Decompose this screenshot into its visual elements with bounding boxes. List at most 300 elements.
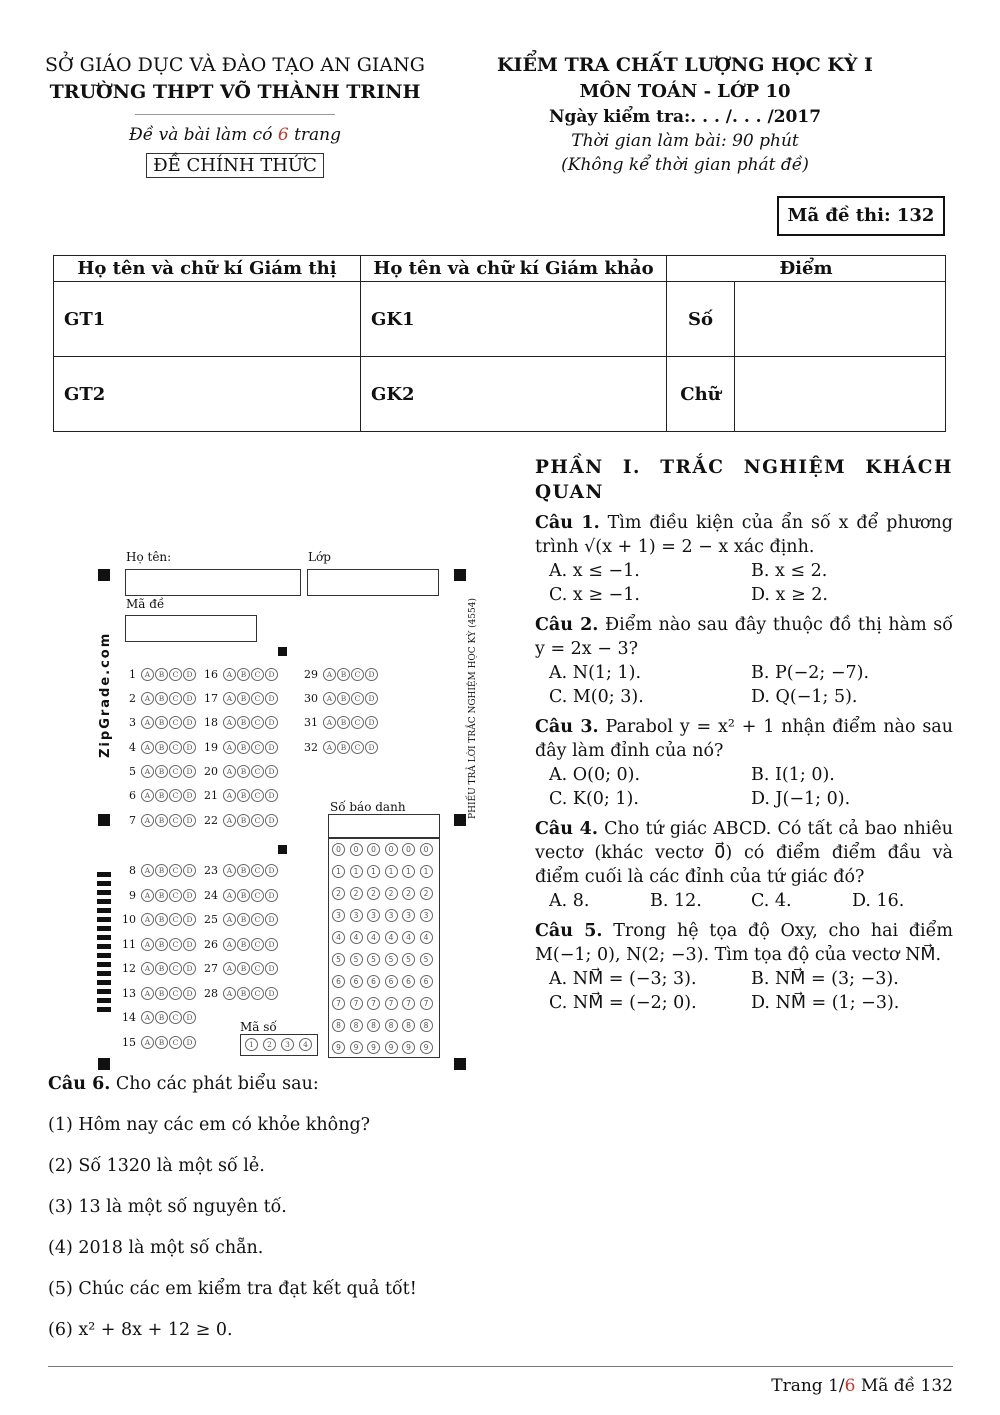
- answer-bubble[interactable]: D: [265, 864, 278, 877]
- answer-row: [118, 962, 196, 975]
- answer-bubble[interactable]: A: [223, 987, 236, 1000]
- sbd-column: [367, 843, 380, 1060]
- option-b[interactable]: B. NM⃗ = (3; −3).: [751, 969, 899, 989]
- maso-bubble[interactable]: 4: [299, 1038, 312, 1051]
- answer-bubble[interactable]: C: [351, 692, 364, 705]
- answer-row: [118, 741, 196, 754]
- answer-row: [300, 668, 378, 681]
- answer-bubble[interactable]: A: [323, 741, 336, 754]
- answer-row: [118, 765, 196, 778]
- sbd-bubble[interactable]: 8: [350, 1019, 363, 1032]
- answer-bubble[interactable]: A: [141, 987, 154, 1000]
- sbd-bubble[interactable]: 7: [350, 997, 363, 1010]
- answer-row: [200, 962, 278, 975]
- option-c[interactable]: C. NM⃗ = (−2; 0).: [549, 993, 697, 1013]
- sbd-bubble[interactable]: 1: [402, 865, 415, 878]
- sbd-bubble[interactable]: 3: [385, 909, 398, 922]
- answer-bubble[interactable]: A: [223, 889, 236, 902]
- answer-row: [200, 938, 278, 951]
- answer-bubble[interactable]: C: [251, 716, 264, 729]
- answer-bubble[interactable]: D: [183, 814, 196, 827]
- answer-bubble[interactable]: A: [223, 913, 236, 926]
- question-4: Câu 4. Cho tứ giác ABCD. Có tất cả bao nhiêu vectơ (khác vectơ 0⃗) có điểm điểm đầu và điểm cuối là các đỉnh của tứ giác đó? A. 8. B. 12. C. 4. D. 16.: [535, 819, 953, 911]
- sbd-bubble[interactable]: 5: [332, 953, 345, 966]
- answer-bubble[interactable]: B: [155, 814, 168, 827]
- answer-bubble[interactable]: A: [141, 1011, 154, 1024]
- question-number: 7: [129, 814, 136, 827]
- answer-bubble[interactable]: A: [323, 692, 336, 705]
- question-number: 30: [304, 692, 318, 705]
- answer-bubble[interactable]: D: [183, 864, 196, 877]
- sbd-bubble[interactable]: 4: [402, 931, 415, 944]
- question-number: 15: [122, 1036, 136, 1049]
- answer-bubble[interactable]: B: [237, 765, 250, 778]
- question-number: 13: [122, 987, 136, 1000]
- sbd-bubble[interactable]: 0: [385, 843, 398, 856]
- sbd-bubble[interactable]: 5: [350, 953, 363, 966]
- sbd-bubble[interactable]: 6: [420, 975, 433, 988]
- question-number: 11: [122, 938, 136, 951]
- answer-bubble[interactable]: B: [155, 716, 168, 729]
- pages-note: Đề và bài làm có 6 trang: [129, 125, 341, 145]
- grader-1[interactable]: GK1: [361, 282, 667, 357]
- answer-row: [118, 913, 196, 926]
- option-c[interactable]: C. x ≥ −1.: [549, 585, 640, 605]
- answer-bubble[interactable]: D: [183, 741, 196, 754]
- sbd-bubble[interactable]: 4: [332, 931, 345, 944]
- answer-bubble[interactable]: C: [169, 962, 182, 975]
- sbd-bubble[interactable]: 2: [350, 887, 363, 900]
- maso-row: [245, 1038, 316, 1051]
- sbd-bubble[interactable]: 9: [367, 1041, 380, 1054]
- answer-row: [200, 789, 278, 802]
- answer-row: [118, 864, 196, 877]
- question-number: 18: [204, 716, 218, 729]
- question-number: 6: [129, 789, 136, 802]
- answer-bubble[interactable]: A: [141, 716, 154, 729]
- question-number: 25: [204, 913, 218, 926]
- answer-bubble[interactable]: B: [155, 1036, 168, 1049]
- answer-bubble[interactable]: D: [183, 692, 196, 705]
- answer-bubble[interactable]: D: [183, 987, 196, 1000]
- sbd-bubble[interactable]: 8: [402, 1019, 415, 1032]
- duration-note: (Không kể thời gian phát đề): [561, 155, 809, 175]
- answer-bubble[interactable]: C: [251, 913, 264, 926]
- answer-bubble[interactable]: C: [251, 864, 264, 877]
- sbd-bubble[interactable]: 4: [420, 931, 433, 944]
- answer-row: [300, 741, 378, 754]
- answer-bubble[interactable]: B: [337, 692, 350, 705]
- maso-bubble[interactable]: 2: [263, 1038, 276, 1051]
- answer-bubble[interactable]: C: [169, 716, 182, 729]
- answer-bubble[interactable]: C: [251, 938, 264, 951]
- question-number: 12: [122, 962, 136, 975]
- sbd-bubble[interactable]: 6: [332, 975, 345, 988]
- sbd-bubble[interactable]: 1: [367, 865, 380, 878]
- answer-row: [118, 814, 196, 827]
- option-b[interactable]: B. x ≤ 2.: [751, 561, 828, 581]
- answer-bubble[interactable]: A: [223, 814, 236, 827]
- sbd-bubble[interactable]: 7: [367, 997, 380, 1010]
- sbd-bubble[interactable]: 5: [402, 953, 415, 966]
- answer-bubble[interactable]: B: [155, 668, 168, 681]
- sbd-bubble[interactable]: 4: [367, 931, 380, 944]
- statement-4: (4) 2018 là một số chẵn.: [48, 1238, 264, 1258]
- sbd-bubble[interactable]: 2: [402, 887, 415, 900]
- question-number: 4: [129, 741, 136, 754]
- answer-bubble[interactable]: C: [251, 668, 264, 681]
- sbd-bubble[interactable]: 4: [350, 931, 363, 944]
- answer-bubble[interactable]: C: [169, 741, 182, 754]
- question-6: Câu 6. Cho các phát biểu sau: (1) Hôm nay các em có khỏe không? (2) Số 1320 là một số lẻ. (3) 13 là một số nguyên tố. (4) 2018 là một số chẵn. (5) Chúc các em kiểm tra đạt kết quả tốt! (6) x² + 8x + 12 ≥ 0.: [48, 1072, 958, 1342]
- answer-bubble[interactable]: D: [265, 692, 278, 705]
- sbd-bubble[interactable]: 7: [420, 997, 433, 1010]
- answer-bubble[interactable]: D: [183, 913, 196, 926]
- answer-bubble[interactable]: D: [265, 789, 278, 802]
- registration-mark: [454, 1058, 466, 1070]
- answer-bubble[interactable]: D: [183, 1011, 196, 1024]
- answer-bubble[interactable]: D: [365, 716, 378, 729]
- question-number: 29: [304, 668, 318, 681]
- answer-bubble[interactable]: C: [251, 962, 264, 975]
- answer-bubble[interactable]: B: [155, 1011, 168, 1024]
- class-field[interactable]: [307, 569, 439, 596]
- proctor-1[interactable]: GT1: [54, 282, 361, 357]
- answer-bubble[interactable]: B: [237, 962, 250, 975]
- score-number-label: Số: [667, 282, 735, 357]
- answer-bubble[interactable]: B: [237, 864, 250, 877]
- answer-bubble[interactable]: C: [351, 716, 364, 729]
- answer-bubble[interactable]: C: [251, 814, 264, 827]
- statement-5: (5) Chúc các em kiểm tra đạt kết quả tốt!: [48, 1279, 417, 1299]
- answer-bubble[interactable]: C: [169, 987, 182, 1000]
- maso-label: Mã số: [240, 1020, 277, 1034]
- answer-row: [118, 987, 196, 1000]
- sbd-bubble[interactable]: 0: [367, 843, 380, 856]
- sbd-bubble[interactable]: 3: [350, 909, 363, 922]
- sbd-bubble[interactable]: 8: [385, 1019, 398, 1032]
- answer-bubble[interactable]: C: [251, 889, 264, 902]
- answer-bubble[interactable]: B: [155, 913, 168, 926]
- statement-3: (3) 13 là một số nguyên tố.: [48, 1197, 287, 1217]
- sbd-column: [350, 843, 363, 1060]
- answer-bubble[interactable]: B: [155, 741, 168, 754]
- question-number: 28: [204, 987, 218, 1000]
- answer-bubble[interactable]: C: [251, 692, 264, 705]
- answer-bubble[interactable]: C: [169, 1036, 182, 1049]
- option-a[interactable]: A. x ≤ −1.: [549, 561, 640, 581]
- maso-bubble[interactable]: 1: [245, 1038, 258, 1051]
- answer-bubble[interactable]: B: [155, 864, 168, 877]
- answer-bubble[interactable]: D: [365, 741, 378, 754]
- answer-bubble[interactable]: D: [265, 741, 278, 754]
- sbd-label: Số báo danh: [330, 800, 406, 814]
- option-b[interactable]: B. I(1; 0).: [751, 765, 835, 785]
- sbd-bubble[interactable]: 9: [420, 1041, 433, 1054]
- official-badge: ĐỀ CHÍNH THỨC: [146, 153, 324, 178]
- answer-bubble[interactable]: C: [169, 789, 182, 802]
- sbd-column: [385, 843, 398, 1060]
- sbd-bubble[interactable]: 3: [420, 909, 433, 922]
- answer-bubble[interactable]: C: [169, 814, 182, 827]
- sbd-bubble[interactable]: 2: [385, 887, 398, 900]
- sbd-bubble[interactable]: 1: [332, 865, 345, 878]
- answer-bubble[interactable]: A: [223, 765, 236, 778]
- option-a[interactable]: A. NM⃗ = (−3; 3).: [549, 969, 697, 989]
- option-c[interactable]: C. K(0; 1).: [549, 789, 639, 809]
- answer-bubble[interactable]: A: [141, 913, 154, 926]
- answer-row: [200, 765, 278, 778]
- sbd-bubble[interactable]: 7: [332, 997, 345, 1010]
- answer-row: [118, 716, 196, 729]
- answer-bubble[interactable]: C: [169, 864, 182, 877]
- answer-bubble[interactable]: B: [337, 716, 350, 729]
- sbd-bubble[interactable]: 2: [420, 887, 433, 900]
- answer-bubble[interactable]: A: [141, 741, 154, 754]
- answer-row: [200, 913, 278, 926]
- question-number: 17: [204, 692, 218, 705]
- name-label: Họ tên:: [126, 550, 172, 564]
- sbd-bubble[interactable]: 0: [350, 843, 363, 856]
- answer-bubble[interactable]: D: [265, 913, 278, 926]
- answer-row: [200, 716, 278, 729]
- option-b[interactable]: B. 12.: [650, 891, 702, 911]
- answer-bubble[interactable]: A: [223, 962, 236, 975]
- sbd-bubble[interactable]: 9: [385, 1041, 398, 1054]
- question-number: 2: [129, 692, 136, 705]
- answer-row: [118, 1011, 196, 1024]
- answer-bubble[interactable]: A: [141, 692, 154, 705]
- sbd-bubble[interactable]: 0: [332, 843, 345, 856]
- answer-bubble[interactable]: A: [141, 962, 154, 975]
- answer-bubble[interactable]: B: [237, 668, 250, 681]
- answer-bubble[interactable]: B: [337, 668, 350, 681]
- proctor-2[interactable]: GT2: [54, 357, 361, 432]
- option-a[interactable]: A. 8.: [549, 891, 590, 911]
- answer-bubble[interactable]: D: [265, 962, 278, 975]
- answer-bubble[interactable]: C: [169, 668, 182, 681]
- answer-bubble[interactable]: B: [237, 692, 250, 705]
- sbd-bubble[interactable]: 3: [332, 909, 345, 922]
- sheet-side-text: PHIẾU TRẢ LỜI TRẮC NGHIỆM HỌC KỲ (4554): [468, 598, 478, 819]
- question-1: Câu 1. Tìm điều kiện của ẩn số x để phương trình √(x + 1) = 2 − x xác định. A. x ≤ −1. B. x ≤ 2. C. x ≥ −1. D. x ≥ 2.: [535, 513, 953, 605]
- answer-bubble[interactable]: A: [323, 716, 336, 729]
- sbd-bubble[interactable]: 6: [385, 975, 398, 988]
- answer-row: [118, 668, 196, 681]
- sbd-bubble[interactable]: 9: [402, 1041, 415, 1054]
- sbd-bubble[interactable]: 6: [367, 975, 380, 988]
- brand-logo: ZipGrade.com: [98, 631, 113, 758]
- sbd-bubble[interactable]: 3: [367, 909, 380, 922]
- answer-bubble[interactable]: C: [169, 913, 182, 926]
- answer-bubble[interactable]: B: [237, 913, 250, 926]
- answer-bubble[interactable]: C: [251, 741, 264, 754]
- sbd-bubble[interactable]: 2: [367, 887, 380, 900]
- sbd-bubble[interactable]: 8: [332, 1019, 345, 1032]
- answer-bubble[interactable]: B: [237, 716, 250, 729]
- option-d[interactable]: D. 16.: [852, 891, 905, 911]
- answer-bubble[interactable]: B: [237, 789, 250, 802]
- sbd-bubble[interactable]: 8: [367, 1019, 380, 1032]
- answer-bubble[interactable]: A: [141, 789, 154, 802]
- answer-bubble[interactable]: D: [265, 987, 278, 1000]
- answer-bubble[interactable]: C: [251, 987, 264, 1000]
- answer-bubble[interactable]: B: [155, 889, 168, 902]
- answer-bubble[interactable]: B: [237, 938, 250, 951]
- sbd-bubble[interactable]: 9: [350, 1041, 363, 1054]
- answer-row: [118, 789, 196, 802]
- question-number: 23: [204, 864, 218, 877]
- answer-bubble[interactable]: D: [265, 814, 278, 827]
- answer-bubble[interactable]: A: [223, 741, 236, 754]
- answer-bubble[interactable]: A: [141, 814, 154, 827]
- exam-code-box: Mã đề thi: 132: [777, 196, 945, 236]
- answer-bubble[interactable]: A: [141, 1036, 154, 1049]
- answer-bubble[interactable]: D: [365, 668, 378, 681]
- sbd-bubble[interactable]: 0: [420, 843, 433, 856]
- answer-bubble[interactable]: D: [183, 1036, 196, 1049]
- timing-barcode: [97, 872, 111, 1012]
- answer-bubble[interactable]: C: [169, 889, 182, 902]
- answer-bubble[interactable]: A: [323, 668, 336, 681]
- answer-bubble[interactable]: D: [183, 938, 196, 951]
- sbd-bubble[interactable]: 1: [385, 865, 398, 878]
- answer-bubble[interactable]: A: [223, 938, 236, 951]
- option-c[interactable]: C. 4.: [751, 891, 792, 911]
- answer-bubble[interactable]: B: [237, 741, 250, 754]
- answer-row: [118, 1036, 196, 1049]
- page-footer: Trang 1/6 Mã đề 132: [771, 1376, 953, 1396]
- answer-bubble[interactable]: A: [223, 789, 236, 802]
- answer-bubble[interactable]: C: [251, 765, 264, 778]
- sbd-bubble[interactable]: 1: [350, 865, 363, 878]
- part-title: PHẦN I. TRẮC NGHIỆM KHÁCH QUAN: [535, 457, 953, 503]
- option-d[interactable]: D. Q(−1; 5).: [751, 687, 858, 707]
- answer-bubble[interactable]: A: [223, 692, 236, 705]
- answer-bubble[interactable]: B: [155, 962, 168, 975]
- sbd-bubble[interactable]: 6: [350, 975, 363, 988]
- sbd-column: [402, 843, 415, 1060]
- answer-bubble[interactable]: C: [169, 1011, 182, 1024]
- answer-bubble[interactable]: D: [183, 765, 196, 778]
- option-b[interactable]: B. P(−2; −7).: [751, 663, 870, 683]
- code-label: Mã đề: [126, 597, 165, 611]
- answer-bubble[interactable]: C: [251, 789, 264, 802]
- option-a[interactable]: A. N(1; 1).: [549, 663, 642, 683]
- sbd-bubble[interactable]: 7: [402, 997, 415, 1010]
- sbd-bubble[interactable]: 8: [420, 1019, 433, 1032]
- answer-row: [118, 938, 196, 951]
- answer-bubble[interactable]: A: [223, 716, 236, 729]
- answer-bubble[interactable]: A: [141, 668, 154, 681]
- question-number: 19: [204, 741, 218, 754]
- option-c[interactable]: C. M(0; 3).: [549, 687, 644, 707]
- answer-bubble[interactable]: B: [237, 889, 250, 902]
- answer-bubble[interactable]: D: [265, 889, 278, 902]
- answer-bubble[interactable]: B: [155, 789, 168, 802]
- sbd-bubble[interactable]: 7: [385, 997, 398, 1010]
- answer-bubble[interactable]: B: [237, 987, 250, 1000]
- sbd-bubble[interactable]: 5: [420, 953, 433, 966]
- statement-1: (1) Hôm nay các em có khỏe không?: [48, 1115, 371, 1135]
- option-a[interactable]: A. O(0; 0).: [549, 765, 641, 785]
- answer-bubble[interactable]: D: [183, 716, 196, 729]
- code-field[interactable]: [125, 615, 257, 642]
- sbd-bubble[interactable]: 5: [385, 953, 398, 966]
- score-number-cell[interactable]: [735, 282, 946, 357]
- answer-bubble[interactable]: D: [183, 668, 196, 681]
- question-number: 10: [122, 913, 136, 926]
- sbd-bubble[interactable]: 4: [385, 931, 398, 944]
- sbd-bubble[interactable]: 2: [332, 887, 345, 900]
- sbd-bubble[interactable]: 5: [367, 953, 380, 966]
- statement-2: (2) Số 1320 là một số lẻ.: [48, 1156, 265, 1176]
- answer-bubble[interactable]: D: [265, 938, 278, 951]
- answer-bubble[interactable]: C: [351, 668, 364, 681]
- answer-bubble[interactable]: A: [223, 864, 236, 877]
- question-5: Câu 5. Trong hệ tọa độ Oxy, cho hai điểm M(−1; 0), N(2; −3). Tìm tọa độ của vectơ NM⃗. A. NM⃗ = (−3; 3). B. NM⃗ = (3; −3). C. NM⃗ = (−2; 0). D. NM⃗ = (1; −3).: [535, 921, 953, 1013]
- answer-bubble[interactable]: D: [365, 692, 378, 705]
- answer-bubble[interactable]: D: [183, 889, 196, 902]
- question-number: 31: [304, 716, 318, 729]
- option-d[interactable]: D. x ≥ 2.: [751, 585, 828, 605]
- score-words-cell[interactable]: [735, 357, 946, 432]
- answer-bubble[interactable]: A: [141, 938, 154, 951]
- name-field[interactable]: [125, 569, 301, 596]
- subject: MÔN TOÁN - LỚP 10: [579, 81, 791, 102]
- answer-bubble[interactable]: A: [141, 864, 154, 877]
- department-name: SỞ GIÁO DỤC VÀ ĐÀO TẠO AN GIANG: [45, 54, 425, 76]
- answer-bubble[interactable]: A: [141, 889, 154, 902]
- answer-bubble[interactable]: B: [337, 741, 350, 754]
- answer-row: [200, 889, 278, 902]
- answer-bubble[interactable]: D: [265, 765, 278, 778]
- option-d[interactable]: D. J(−1; 0).: [751, 789, 851, 809]
- answer-bubble[interactable]: C: [169, 938, 182, 951]
- answer-bubble[interactable]: C: [169, 765, 182, 778]
- sbd-bubble[interactable]: 6: [402, 975, 415, 988]
- maso-bubble[interactable]: 3: [281, 1038, 294, 1051]
- sbd-bubble[interactable]: 0: [402, 843, 415, 856]
- answer-bubble[interactable]: B: [155, 765, 168, 778]
- answer-bubble[interactable]: C: [169, 692, 182, 705]
- answer-bubble[interactable]: B: [155, 692, 168, 705]
- grader-2[interactable]: GK2: [361, 357, 667, 432]
- answer-row: [200, 692, 278, 705]
- registration-mark: [278, 845, 287, 854]
- answer-bubble[interactable]: D: [183, 962, 196, 975]
- answer-bubble[interactable]: B: [155, 987, 168, 1000]
- answer-bubble[interactable]: B: [155, 938, 168, 951]
- answer-bubble[interactable]: B: [237, 814, 250, 827]
- answer-bubble[interactable]: D: [265, 668, 278, 681]
- question-number: 8: [129, 864, 136, 877]
- sbd-bubble[interactable]: 9: [332, 1041, 345, 1054]
- divider: [135, 114, 335, 115]
- option-d[interactable]: D. NM⃗ = (1; −3).: [751, 993, 900, 1013]
- sbd-bubble[interactable]: 3: [402, 909, 415, 922]
- sbd-write-box[interactable]: [328, 814, 440, 838]
- answer-bubble[interactable]: D: [265, 716, 278, 729]
- header-proctor: Họ tên và chữ kí Giám thị: [54, 256, 361, 282]
- answer-bubble[interactable]: A: [223, 668, 236, 681]
- answer-bubble[interactable]: A: [141, 765, 154, 778]
- signature-table: [53, 255, 946, 432]
- answer-bubble[interactable]: D: [183, 789, 196, 802]
- sbd-bubble[interactable]: 1: [420, 865, 433, 878]
- answer-bubble[interactable]: C: [351, 741, 364, 754]
- header-left: [30, 52, 440, 178]
